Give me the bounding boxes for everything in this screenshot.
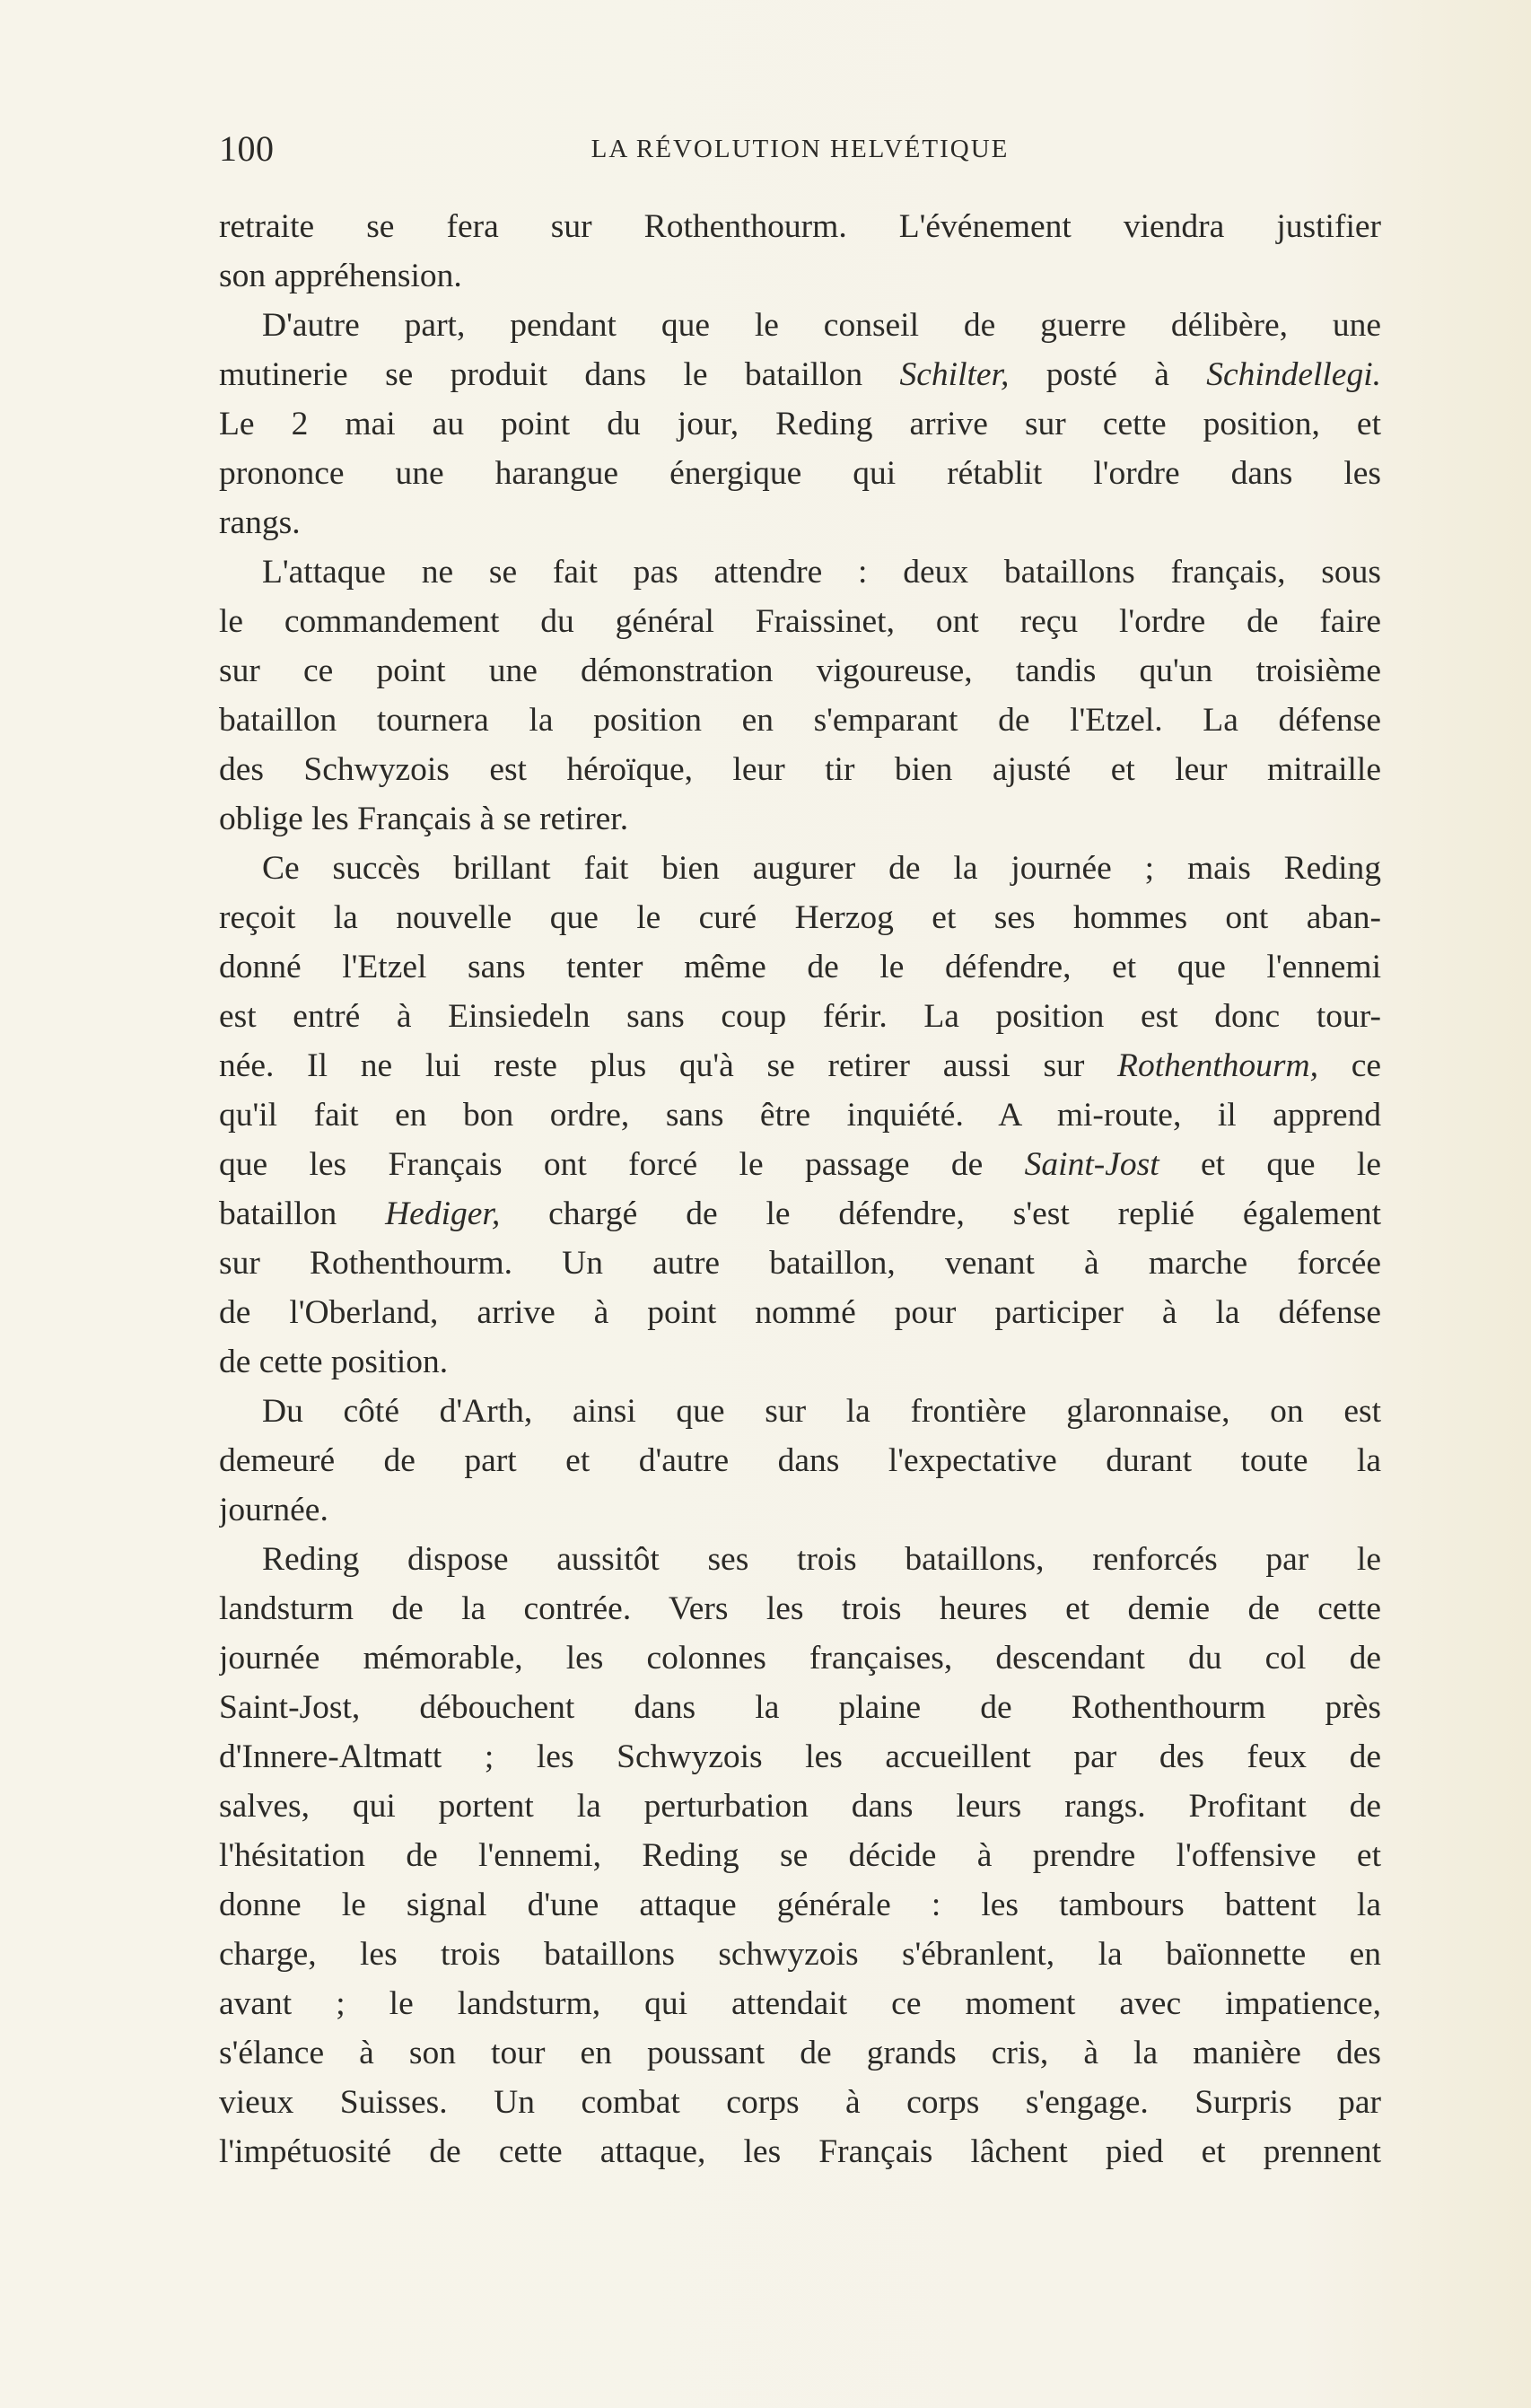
text-line: demeuré de part et d'autre dans l'expectative durant toute la <box>219 1442 1381 1479</box>
text-line: journée mémorable, les colonnes françaises, descendant du col de <box>219 1640 1381 1677</box>
text-line: Saint-Jost, débouchent dans la plaine de Rothenthourm près <box>219 1689 1381 1726</box>
text-line: oblige les Français à se retirer. <box>219 801 629 837</box>
text-line: avant ; le landsturm, qui attendait ce moment avec impatience, <box>219 1985 1381 2022</box>
text-line: qu'il fait en bon ordre, sans être inquiété. A mi-route, il apprend <box>219 1097 1381 1134</box>
text-line: reçoit la nouvelle que le curé Herzog et ses hommes ont aban- <box>219 899 1381 936</box>
text-line: donne le signal d'une attaque générale : les tambours battent la <box>219 1887 1381 1923</box>
text-line: sur ce point une démonstration vigoureuse, tandis qu'un troisième <box>219 652 1381 689</box>
text-line: l'impétuosité de cette attaque, les Français lâchent pied et prennent <box>219 2133 1381 2170</box>
text-line: d'Innere-Altmatt ; les Schwyzois les accueillent par des feux de <box>219 1738 1381 1775</box>
text-line: L'attaque ne se fait pas attendre : deux bataillons français, sous <box>262 554 1381 591</box>
text-line: est entré à Einsiedeln sans coup férir. La position est donc tour- <box>219 998 1381 1035</box>
text-line: rangs. <box>219 504 301 541</box>
text-line: Reding dispose aussitôt ses trois bataillons, renforcés par le <box>262 1541 1381 1578</box>
text-line: sur Rothenthourm. Un autre bataillon, venant à marche forcée <box>219 1245 1381 1282</box>
text-line: des Schwyzois est héroïque, leur tir bien ajusté et leur mitraille <box>219 751 1381 788</box>
text-line: salves, qui portent la perturbation dans leurs rangs. Profitant de <box>219 1788 1381 1825</box>
body-text <box>219 202 1381 2176</box>
text-line: Du côté d'Arth, ainsi que sur la frontière glaronnaise, on est <box>262 1393 1381 1430</box>
text-line: de l'Oberland, arrive à point nommé pour participer à la défense <box>219 1294 1381 1331</box>
text-line: D'autre part, pendant que le conseil de guerre délibère, une <box>262 307 1381 344</box>
text-line: l'hésitation de l'ennemi, Reding se décide à prendre l'offensive et <box>219 1837 1381 1874</box>
text-line: son appréhension. <box>219 258 462 294</box>
text-line: journée. <box>219 1492 328 1528</box>
text-line: que les Français ont forcé le passage de Saint-Jost et que le <box>219 1146 1381 1183</box>
page-header <box>219 127 1381 181</box>
running-title: LA RÉVOLUTION HELVÉTIQUE <box>591 135 1010 163</box>
text-line: s'élance à son tour en poussant de grands cris, à la manière des <box>219 2035 1381 2071</box>
text-line: Le 2 mai au point du jour, Reding arrive sur cette position, et <box>219 406 1381 442</box>
text-line: donné l'Etzel sans tenter même de le défendre, et que l'ennemi <box>219 949 1381 985</box>
text-line: charge, les trois bataillons schwyzois s'ébranlent, la baïonnette en <box>219 1936 1381 1973</box>
page-number: 100 <box>219 128 275 169</box>
text-line: mutinerie se produit dans le bataillon Schilter, posté à Schindellegi. <box>219 356 1381 393</box>
text-line: bataillon Hediger, chargé de le défendre, s'est replié également <box>219 1195 1381 1232</box>
text-line: née. Il ne lui reste plus qu'à se retirer aussi sur Rothenthourm, ce <box>219 1047 1381 1084</box>
text-line: retraite se fera sur Rothenthourm. L'événement viendra justifier <box>219 208 1381 245</box>
text-line: vieux Suisses. Un combat corps à corps s'engage. Surpris par <box>219 2084 1381 2121</box>
text-line: prononce une harangue énergique qui rétablit l'ordre dans les <box>219 455 1381 492</box>
text-line: landsturm de la contrée. Vers les trois heures et demie de cette <box>219 1590 1381 1627</box>
text-line: le commandement du général Fraissinet, ont reçu l'ordre de faire <box>219 603 1381 640</box>
text-line: Ce succès brillant fait bien augurer de la journée ; mais Reding <box>262 850 1381 887</box>
text-line: bataillon tournera la position en s'emparant de l'Etzel. La défense <box>219 702 1381 739</box>
text-line: de cette position. <box>219 1344 449 1380</box>
